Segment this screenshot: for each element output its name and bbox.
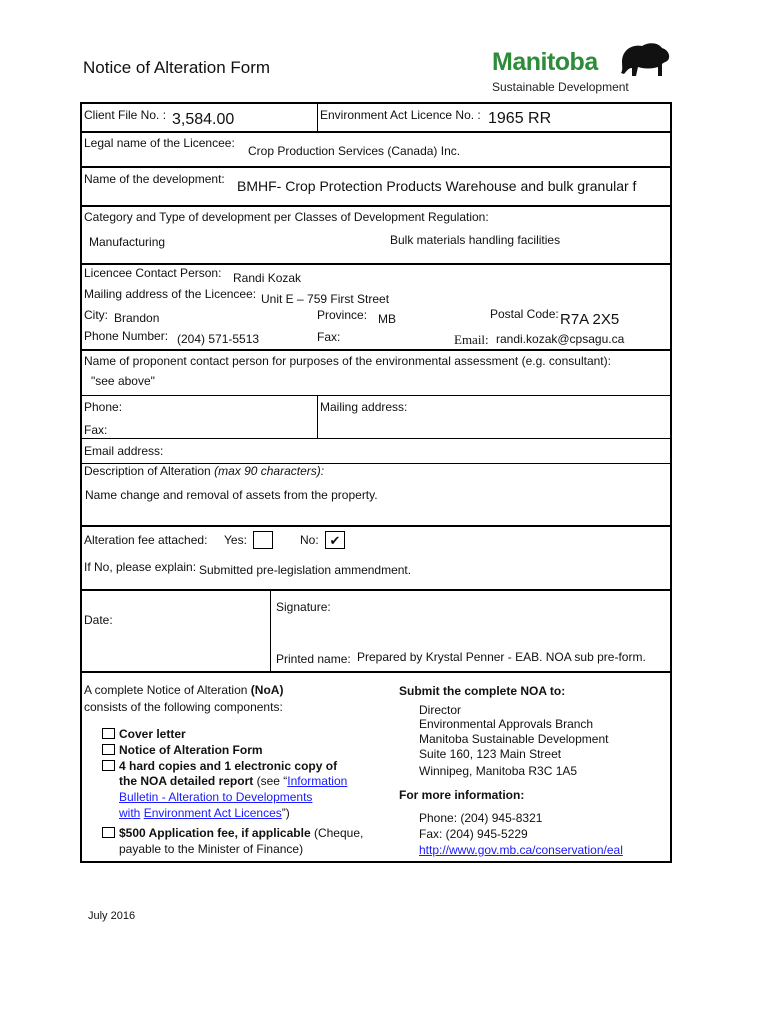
- divider: [80, 671, 672, 673]
- more-info-heading: For more information:: [399, 788, 525, 802]
- printed-name-label: Printed name:: [276, 652, 351, 666]
- phone-label: Phone Number:: [84, 329, 169, 343]
- mailing-field[interactable]: Unit E – 759 First Street: [261, 292, 390, 306]
- components-intro: [84, 683, 283, 697]
- client-file-field[interactable]: 3,584.00: [172, 111, 235, 128]
- divider: [80, 438, 672, 439]
- logo-subtitle: Sustainable Development: [492, 80, 629, 94]
- proponent-fax-label: Fax:: [84, 423, 108, 437]
- proponent-mailing-label: Mailing address:: [320, 400, 408, 414]
- checkbox-icon[interactable]: [102, 827, 115, 838]
- submit-line: Suite 160, 123 Main Street: [419, 747, 562, 761]
- province-label: Province:: [317, 308, 368, 322]
- page-title: Notice of Alteration Form: [83, 58, 271, 77]
- description-label-text: Description of Alteration: [84, 464, 211, 478]
- checkbox-icon[interactable]: [102, 744, 115, 755]
- item-copies-see: (see “: [256, 774, 288, 788]
- checkbox-icon[interactable]: [102, 760, 115, 771]
- development-label: Name of the development:: [84, 172, 225, 186]
- explain-field[interactable]: Submitted pre-legislation ammendment.: [199, 563, 412, 577]
- components-intro-2: consists of the following components:: [84, 700, 283, 714]
- divider: [80, 525, 672, 527]
- proponent-email-label: Email address:: [84, 444, 164, 458]
- eal-url-link[interactable]: http://www.gov.mb.ca/conservation/eal: [419, 843, 623, 857]
- footer-date: July 2016: [88, 910, 136, 922]
- signature-label: Signature:: [276, 600, 331, 614]
- item-copies: [102, 759, 337, 773]
- printed-name-field[interactable]: Prepared by Krystal Penner - EAB. NOA sub pre-form.: [357, 650, 646, 664]
- postal-label: Postal Code:: [490, 307, 559, 321]
- intro-noa: (NoA): [250, 683, 284, 697]
- with-link[interactable]: with: [119, 806, 141, 820]
- category-label: Category and Type of development per Classes of Development Regulation:: [84, 210, 489, 224]
- province-field[interactable]: MB: [378, 312, 396, 326]
- divider: [317, 395, 318, 438]
- development-field[interactable]: BMHF- Crop Protection Products Warehouse and bulk granular f: [237, 178, 637, 194]
- contact-person-label: Licencee Contact Person:: [84, 266, 222, 280]
- submit-heading: Submit the complete NOA to:: [399, 684, 566, 698]
- item-copies-line-4: [119, 806, 290, 820]
- submit-line: Environmental Approvals Branch: [419, 717, 594, 731]
- category-field[interactable]: Manufacturing: [89, 235, 166, 249]
- description-field[interactable]: Name change and removal of assets from the property.: [85, 488, 378, 502]
- divider: [317, 102, 318, 131]
- email-label: Email:: [454, 332, 489, 347]
- contact-person-field[interactable]: Randi Kozak: [233, 271, 302, 285]
- phone-field[interactable]: (204) 571-5513: [177, 332, 260, 346]
- item-copies-bold: the NOA detailed report: [119, 774, 254, 788]
- checkbox-icon[interactable]: [102, 728, 115, 739]
- item-text: Cover letter: [119, 727, 186, 741]
- submit-line: Winnipeg, Manitoba R3C 1A5: [419, 764, 578, 778]
- postal-field[interactable]: R7A 2X5: [560, 311, 620, 328]
- divider: [80, 205, 672, 207]
- city-field[interactable]: Brandon: [114, 311, 160, 325]
- divider: [80, 263, 672, 265]
- legal-name-field[interactable]: Crop Production Services (Canada) Inc.: [248, 144, 461, 158]
- information-link[interactable]: Information: [287, 774, 348, 788]
- fee-no-label: No:: [300, 533, 319, 547]
- licence-field[interactable]: 1965 RR: [488, 110, 552, 127]
- divider: [80, 349, 672, 351]
- description-hint: (max 90 characters):: [214, 464, 325, 478]
- item-fee-line-2: payable to the Minister of Finance): [119, 842, 304, 856]
- client-file-label: Client File No. :: [84, 108, 167, 122]
- legal-name-label: Legal name of the Licencee:: [84, 136, 235, 150]
- divider: [80, 395, 672, 396]
- submit-line: Director: [419, 703, 462, 717]
- mailing-label: Mailing address of the Licencee:: [84, 287, 257, 301]
- email-field[interactable]: randi.kozak@cpsagu.ca: [496, 332, 625, 346]
- item-text: 4 hard copies and 1 electronic copy of: [119, 759, 338, 773]
- divider: [80, 166, 672, 168]
- divider: [80, 589, 672, 591]
- info-url-wrap: [419, 843, 623, 857]
- city-label: City:: [84, 308, 108, 322]
- fee-yes-label: Yes:: [224, 533, 247, 547]
- description-label: [84, 464, 324, 478]
- item-copies-line-3: [119, 790, 312, 804]
- divider: [270, 589, 271, 671]
- item-text: Notice of Alteration Form: [119, 743, 263, 757]
- item-copies-line-2: [119, 774, 347, 788]
- fee-label: Alteration fee attached:: [84, 533, 208, 547]
- licences-link[interactable]: Environment Act Licences: [143, 806, 282, 820]
- explain-label: If No, please explain:: [84, 560, 197, 574]
- item-fee-bold: $500 Application fee, if applicable: [119, 826, 311, 840]
- submit-line: Manitoba Sustainable Development: [419, 732, 609, 746]
- item-fee: [102, 826, 363, 840]
- proponent-label: Name of proponent contact person for purposes of the environmental assessment (e.g. consultant):: [84, 354, 611, 368]
- bulletin-link[interactable]: Bulletin - Alteration to Developments: [119, 790, 313, 804]
- divider: [80, 131, 672, 133]
- close-quote: ”): [281, 806, 290, 820]
- item-fee-rest: (Cheque,: [313, 826, 364, 840]
- manitoba-logo: Manitoba: [492, 48, 598, 76]
- item-notice-form: [102, 743, 263, 757]
- fee-no-checkbox[interactable]: ✔: [325, 531, 345, 549]
- item-cover-letter: [102, 727, 186, 741]
- proponent-phone-label: Phone:: [84, 400, 123, 414]
- date-label: Date:: [84, 613, 113, 627]
- type-field[interactable]: Bulk materials handling facilities: [390, 233, 561, 247]
- intro-text: A complete Notice of Alteration: [84, 683, 248, 697]
- proponent-field[interactable]: "see above": [91, 374, 155, 388]
- fax-label: Fax:: [317, 330, 341, 344]
- licence-label: Environment Act Licence No. :: [320, 108, 481, 122]
- info-fax: Fax: (204) 945-5229: [419, 827, 528, 841]
- info-phone: Phone: (204) 945-8321: [419, 811, 543, 825]
- bison-icon: [616, 40, 672, 85]
- fee-yes-checkbox[interactable]: [253, 531, 273, 549]
